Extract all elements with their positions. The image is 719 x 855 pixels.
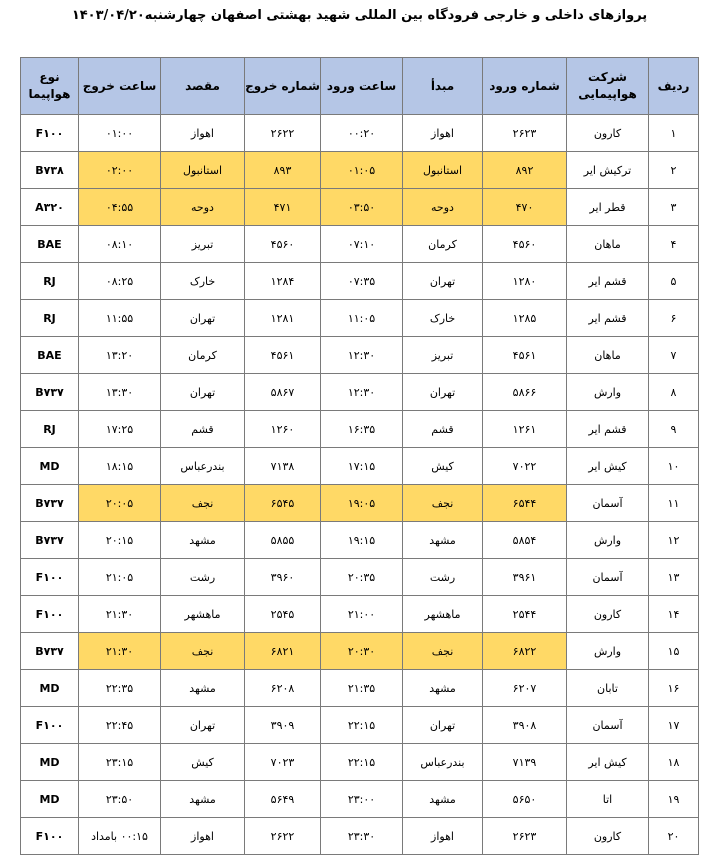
departure-time-cell: ۲۰:۱۵ — [79, 522, 161, 559]
aircraft-cell: F۱۰۰ — [21, 707, 79, 744]
arrival-flight-cell: ۷۱۳۹ — [483, 744, 567, 781]
table-row — [21, 263, 699, 300]
departure-time-cell: ۱۷:۲۵ — [79, 411, 161, 448]
destination-cell: قشم — [161, 411, 245, 448]
row-number-cell: ۳ — [649, 189, 699, 226]
departure-flight-cell: ۸۹۳ — [245, 152, 321, 189]
aircraft-cell: F۱۰۰ — [21, 115, 79, 152]
arrival-flight-cell: ۳۹۰۸ — [483, 707, 567, 744]
origin-cell: کیش — [403, 448, 483, 485]
destination-cell: مشهد — [161, 522, 245, 559]
origin-cell: اهواز — [403, 818, 483, 855]
aircraft-cell: F۱۰۰ — [21, 818, 79, 855]
departure-flight-cell: ۱۲۸۱ — [245, 300, 321, 337]
destination-cell: نجف — [161, 633, 245, 670]
origin-cell: نجف — [403, 485, 483, 522]
departure-time-cell: ۲۱:۰۵ — [79, 559, 161, 596]
arrival-time-cell: ۰۰:۲۰ — [321, 115, 403, 152]
carrier-cell: ماهان — [567, 337, 649, 374]
header-row-number: ردیف — [649, 58, 699, 115]
table-row — [21, 115, 699, 152]
row-number-cell: ۵ — [649, 263, 699, 300]
aircraft-cell: MD — [21, 781, 79, 818]
origin-cell: اهواز — [403, 115, 483, 152]
table-row — [21, 448, 699, 485]
arrival-time-cell: ۲۱:۳۵ — [321, 670, 403, 707]
departure-flight-cell: ۵۸۶۷ — [245, 374, 321, 411]
row-number-cell: ۲ — [649, 152, 699, 189]
origin-cell: استانبول — [403, 152, 483, 189]
arrival-time-cell: ۲۰:۳۰ — [321, 633, 403, 670]
row-number-cell: ۱۵ — [649, 633, 699, 670]
aircraft-cell: B۷۳۷ — [21, 522, 79, 559]
departure-time-cell: ۲۰:۰۵ — [79, 485, 161, 522]
departure-flight-cell: ۴۵۶۱ — [245, 337, 321, 374]
arrival-flight-cell: ۱۲۸۵ — [483, 300, 567, 337]
row-number-cell: ۱۹ — [649, 781, 699, 818]
carrier-cell: کارون — [567, 115, 649, 152]
destination-cell: ماهشهر — [161, 596, 245, 633]
arrival-time-cell: ۲۰:۳۵ — [321, 559, 403, 596]
destination-cell: تهران — [161, 300, 245, 337]
header-carrier: شرکت هواپیمایی — [567, 58, 649, 115]
arrival-flight-cell: ۱۲۶۱ — [483, 411, 567, 448]
flights-table — [20, 57, 699, 855]
departure-time-cell: ۲۱:۳۰ — [79, 596, 161, 633]
row-number-cell: ۶ — [649, 300, 699, 337]
destination-cell: نجف — [161, 485, 245, 522]
row-number-cell: ۱۲ — [649, 522, 699, 559]
departure-flight-cell: ۳۹۶۰ — [245, 559, 321, 596]
carrier-cell: آسمان — [567, 707, 649, 744]
arrival-time-cell: ۲۳:۰۰ — [321, 781, 403, 818]
row-number-cell: ۹ — [649, 411, 699, 448]
table-row — [21, 485, 699, 522]
departure-time-cell: ۰۱:۰۰ — [79, 115, 161, 152]
table-row — [21, 337, 699, 374]
arrival-flight-cell: ۲۵۴۴ — [483, 596, 567, 633]
origin-cell: رشت — [403, 559, 483, 596]
aircraft-cell: MD — [21, 448, 79, 485]
table-row — [21, 374, 699, 411]
arrival-flight-cell: ۸۹۲ — [483, 152, 567, 189]
departure-time-cell: ۲۲:۳۵ — [79, 670, 161, 707]
arrival-flight-cell: ۵۸۵۴ — [483, 522, 567, 559]
table-row — [21, 522, 699, 559]
aircraft-cell: F۱۰۰ — [21, 559, 79, 596]
departure-flight-cell: ۷۰۲۳ — [245, 744, 321, 781]
departure-flight-cell: ۲۶۲۲ — [245, 115, 321, 152]
arrival-flight-cell: ۲۶۲۳ — [483, 115, 567, 152]
header-destination: مقصد — [161, 58, 245, 115]
aircraft-cell: B۷۳۷ — [21, 374, 79, 411]
table-row — [21, 707, 699, 744]
destination-cell: تبریز — [161, 226, 245, 263]
arrival-time-cell: ۱۶:۳۵ — [321, 411, 403, 448]
carrier-cell: ماهان — [567, 226, 649, 263]
aircraft-cell: MD — [21, 744, 79, 781]
table-row — [21, 633, 699, 670]
departure-flight-cell: ۷۱۳۸ — [245, 448, 321, 485]
departure-time-cell: ۰۸:۲۵ — [79, 263, 161, 300]
carrier-cell: قشم ایر — [567, 411, 649, 448]
origin-cell: تبریز — [403, 337, 483, 374]
arrival-flight-cell: ۵۸۶۶ — [483, 374, 567, 411]
arrival-time-cell: ۲۱:۰۰ — [321, 596, 403, 633]
table-row — [21, 226, 699, 263]
arrival-time-cell: ۱۱:۰۵ — [321, 300, 403, 337]
aircraft-cell: RJ — [21, 411, 79, 448]
departure-time-cell: ۲۱:۳۰ — [79, 633, 161, 670]
row-number-cell: ۱۰ — [649, 448, 699, 485]
header-row — [21, 58, 699, 115]
destination-cell: کرمان — [161, 337, 245, 374]
origin-cell: مشهد — [403, 781, 483, 818]
header-aircraft: نوع هواپیما — [21, 58, 79, 115]
arrival-flight-cell: ۴۵۶۱ — [483, 337, 567, 374]
arrival-time-cell: ۰۱:۰۵ — [321, 152, 403, 189]
origin-cell: ماهشهر — [403, 596, 483, 633]
carrier-cell: قشم ایر — [567, 300, 649, 337]
origin-cell: دوحه — [403, 189, 483, 226]
origin-cell: تهران — [403, 263, 483, 300]
arrival-time-cell: ۲۳:۳۰ — [321, 818, 403, 855]
carrier-cell: اتا — [567, 781, 649, 818]
destination-cell: مشهد — [161, 781, 245, 818]
destination-cell: کیش — [161, 744, 245, 781]
aircraft-cell: BAE — [21, 226, 79, 263]
arrival-time-cell: ۰۳:۵۰ — [321, 189, 403, 226]
arrival-time-cell: ۲۲:۱۵ — [321, 707, 403, 744]
departure-flight-cell: ۳۹۰۹ — [245, 707, 321, 744]
destination-cell: خارک — [161, 263, 245, 300]
destination-cell: رشت — [161, 559, 245, 596]
table-row — [21, 411, 699, 448]
table-row — [21, 300, 699, 337]
aircraft-cell: A۳۲۰ — [21, 189, 79, 226]
header-arrival-time: ساعت ورود — [321, 58, 403, 115]
departure-time-cell: ۰۸:۱۰ — [79, 226, 161, 263]
departure-time-cell: ۲۲:۴۵ — [79, 707, 161, 744]
departure-flight-cell: ۵۶۴۹ — [245, 781, 321, 818]
aircraft-cell: B۷۳۷ — [21, 485, 79, 522]
aircraft-cell: B۷۳۸ — [21, 152, 79, 189]
carrier-cell: آسمان — [567, 485, 649, 522]
arrival-flight-cell: ۶۲۰۷ — [483, 670, 567, 707]
arrival-time-cell: ۰۷:۱۰ — [321, 226, 403, 263]
arrival-flight-cell: ۶۵۴۴ — [483, 485, 567, 522]
header-origin: مبدأ — [403, 58, 483, 115]
departure-time-cell: ۲۳:۵۰ — [79, 781, 161, 818]
carrier-cell: کیش ایر — [567, 744, 649, 781]
arrival-flight-cell: ۳۹۶۱ — [483, 559, 567, 596]
aircraft-cell: RJ — [21, 300, 79, 337]
destination-cell: مشهد — [161, 670, 245, 707]
departure-time-cell: ۰۰:۱۵ بامداد — [79, 818, 161, 855]
carrier-cell: قطر ایر — [567, 189, 649, 226]
origin-cell: مشهد — [403, 522, 483, 559]
aircraft-cell: B۷۳۷ — [21, 633, 79, 670]
row-number-cell: ۴ — [649, 226, 699, 263]
departure-flight-cell: ۴۵۶۰ — [245, 226, 321, 263]
table-row — [21, 744, 699, 781]
departure-time-cell: ۱۳:۳۰ — [79, 374, 161, 411]
arrival-time-cell: ۱۹:۰۵ — [321, 485, 403, 522]
aircraft-cell: RJ — [21, 263, 79, 300]
departure-time-cell: ۱۱:۵۵ — [79, 300, 161, 337]
departure-flight-cell: ۲۶۲۲ — [245, 818, 321, 855]
row-number-cell: ۱۱ — [649, 485, 699, 522]
arrival-time-cell: ۱۹:۱۵ — [321, 522, 403, 559]
row-number-cell: ۱۴ — [649, 596, 699, 633]
destination-cell: دوحه — [161, 189, 245, 226]
row-number-cell: ۷ — [649, 337, 699, 374]
row-number-cell: ۲۰ — [649, 818, 699, 855]
arrival-flight-cell: ۲۶۲۳ — [483, 818, 567, 855]
arrival-flight-cell: ۵۶۵۰ — [483, 781, 567, 818]
departure-flight-cell: ۴۷۱ — [245, 189, 321, 226]
table-row — [21, 559, 699, 596]
departure-flight-cell: ۶۸۲۱ — [245, 633, 321, 670]
origin-cell: تهران — [403, 707, 483, 744]
header-departure-flight: شماره خروج — [245, 58, 321, 115]
arrival-time-cell: ۲۲:۱۵ — [321, 744, 403, 781]
aircraft-cell: F۱۰۰ — [21, 596, 79, 633]
aircraft-cell: BAE — [21, 337, 79, 374]
departure-flight-cell: ۶۵۴۵ — [245, 485, 321, 522]
origin-cell: نجف — [403, 633, 483, 670]
carrier-cell: کیش ایر — [567, 448, 649, 485]
departure-flight-cell: ۱۲۶۰ — [245, 411, 321, 448]
arrival-time-cell: ۱۲:۳۰ — [321, 374, 403, 411]
carrier-cell: وارش — [567, 633, 649, 670]
table-row — [21, 818, 699, 855]
row-number-cell: ۱ — [649, 115, 699, 152]
row-number-cell: ۱۸ — [649, 744, 699, 781]
departure-flight-cell: ۶۲۰۸ — [245, 670, 321, 707]
arrival-time-cell: ۱۲:۳۰ — [321, 337, 403, 374]
carrier-cell: وارش — [567, 522, 649, 559]
destination-cell: استانبول — [161, 152, 245, 189]
arrival-flight-cell: ۴۵۶۰ — [483, 226, 567, 263]
carrier-cell: قشم ایر — [567, 263, 649, 300]
arrival-time-cell: ۱۷:۱۵ — [321, 448, 403, 485]
page-title: پروازهای داخلی و خارجی فرودگاه بین المللی شهید بهشتی اصفهان چهارشنبه۱۴۰۳/۰۴/۲۰ — [71, 8, 648, 23]
departure-time-cell: ۱۳:۲۰ — [79, 337, 161, 374]
table-row — [21, 670, 699, 707]
origin-cell: مشهد — [403, 670, 483, 707]
table-row — [21, 189, 699, 226]
carrier-cell: آسمان — [567, 559, 649, 596]
carrier-cell: وارش — [567, 374, 649, 411]
arrival-flight-cell: ۶۸۲۲ — [483, 633, 567, 670]
row-number-cell: ۱۳ — [649, 559, 699, 596]
departure-flight-cell: ۱۲۸۴ — [245, 263, 321, 300]
aircraft-cell: MD — [21, 670, 79, 707]
destination-cell: اهواز — [161, 818, 245, 855]
flights-body — [21, 115, 699, 855]
departure-time-cell: ۰۲:۰۰ — [79, 152, 161, 189]
arrival-flight-cell: ۷۰۲۲ — [483, 448, 567, 485]
row-number-cell: ۱۷ — [649, 707, 699, 744]
origin-cell: خارک — [403, 300, 483, 337]
origin-cell: بندرعباس — [403, 744, 483, 781]
row-number-cell: ۸ — [649, 374, 699, 411]
destination-cell: تهران — [161, 374, 245, 411]
departure-time-cell: ۲۳:۱۵ — [79, 744, 161, 781]
origin-cell: کرمان — [403, 226, 483, 263]
carrier-cell: ترکیش ایر — [567, 152, 649, 189]
destination-cell: بندرعباس — [161, 448, 245, 485]
carrier-cell: کارون — [567, 596, 649, 633]
table-row — [21, 596, 699, 633]
arrival-flight-cell: ۱۲۸۰ — [483, 263, 567, 300]
table-row — [21, 781, 699, 818]
header-arrival-flight: شماره ورود — [483, 58, 567, 115]
departure-time-cell: ۱۸:۱۵ — [79, 448, 161, 485]
departure-flight-cell: ۲۵۴۵ — [245, 596, 321, 633]
row-number-cell: ۱۶ — [649, 670, 699, 707]
table-row — [21, 152, 699, 189]
departure-flight-cell: ۵۸۵۵ — [245, 522, 321, 559]
carrier-cell: کارون — [567, 818, 649, 855]
carrier-cell: تابان — [567, 670, 649, 707]
arrival-flight-cell: ۴۷۰ — [483, 189, 567, 226]
destination-cell: اهواز — [161, 115, 245, 152]
header-departure-time: ساعت خروج — [79, 58, 161, 115]
origin-cell: تهران — [403, 374, 483, 411]
destination-cell: تهران — [161, 707, 245, 744]
origin-cell: قشم — [403, 411, 483, 448]
arrival-time-cell: ۰۷:۳۵ — [321, 263, 403, 300]
departure-time-cell: ۰۴:۵۵ — [79, 189, 161, 226]
